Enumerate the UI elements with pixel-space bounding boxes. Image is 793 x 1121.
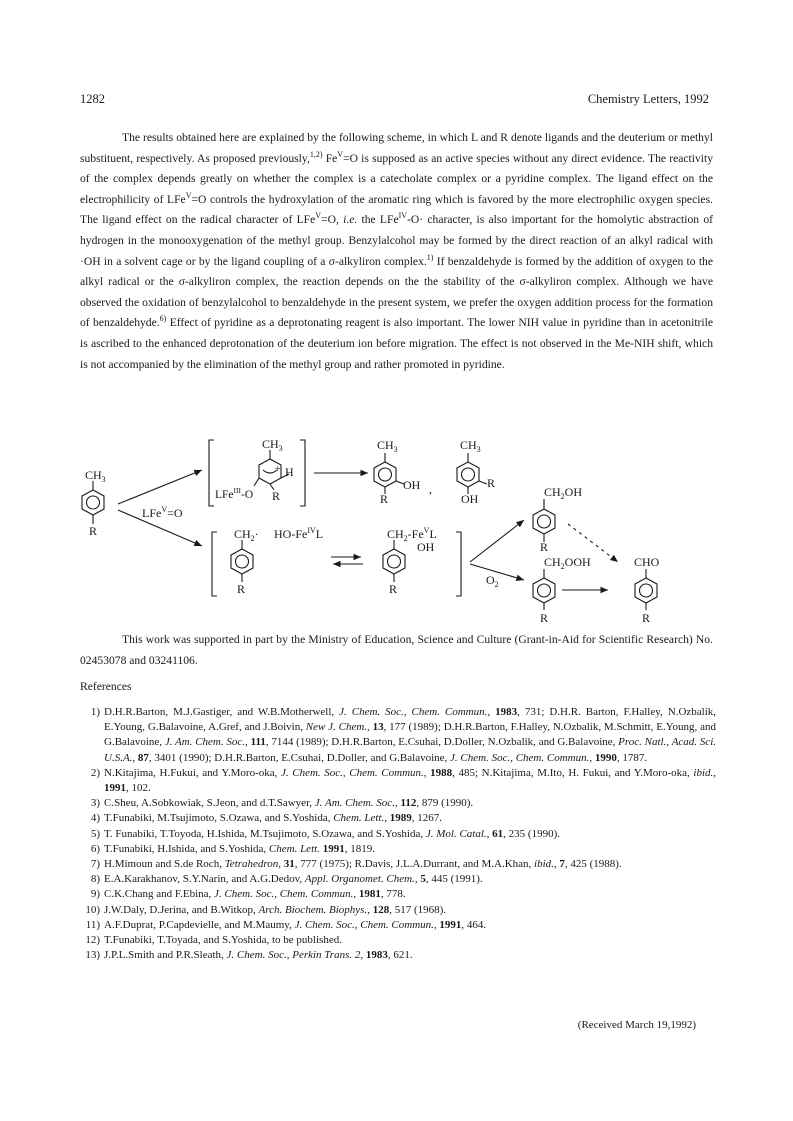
bracket-radical (212, 532, 217, 596)
text-run: i.e. (343, 213, 358, 227)
label-r: R (487, 476, 496, 490)
reagent-label: LFe$^V$=O (142, 505, 183, 520)
label-ch2-radical: $CH_2\cdot$ (234, 527, 259, 543)
text-run: =O, (321, 213, 344, 227)
discussion-paragraph (80, 128, 713, 375)
received-date: (Received March 19,1992) (577, 1019, 696, 1031)
reference-item: 6) T.Funabiki, H.Ishida, and S.Yoshida, Chem. Lett. 1991, 1819. (90, 842, 375, 855)
text-run: If benzaldehyde is formed by the addition of oxygen to the alkyl radical or the σ-alkyliron complex, the reaction depends on the the stability of the σ-alkyliron complex. Although we have observed the oxidation of benzylalcohol to benzaldehyde in the present system, we prefer the oxygen addition process for the formation of benzaldehyde. (80, 254, 713, 330)
label-ch3: $CH_3$ (85, 468, 106, 484)
text-run: -O· character, is also important for the homolytic abstraction of hydrogen in the monooxygenation of the methyl group. Benzylalcohol may be formed by the direct reaction of an alkyl radical with ·OH in a solvent cage or by the ligand coupling of a σ-alkyliron complex. (80, 213, 713, 268)
label-ch3: $CH_3$ (262, 437, 283, 453)
page-number: 1282 (80, 92, 105, 106)
benzene-ring-hydroperoxide (533, 578, 555, 603)
benzene-ring-radical (231, 549, 253, 574)
reaction-scheme (78, 432, 718, 628)
label-plus: + (275, 464, 281, 475)
reference-item: 12) T.Funabiki, T.Toyada, and S.Yoshida, to be published. (85, 934, 342, 947)
label-ch3: $CH_3$ (377, 438, 398, 454)
label-r: R (237, 582, 246, 596)
reference-item: 8) E.A.Karakhanov, S.Y.Narin, and A.G.Dedov, Appl. Organomet. Chem., 5, 445 (1991). (90, 873, 483, 886)
reference-item: 11) A.F.Duprat, P.Capdevielle, and M.Maumy, J. Chem. Soc., Chem. Commun., 1991, 464. (85, 918, 487, 931)
oxidation-state: V (185, 190, 192, 200)
benzene-ring-benzylalcohol (533, 509, 555, 534)
running-header: Chemistry Letters, 1992 (587, 92, 709, 106)
reference-item: 7) H.Mimoun and S.de Roch, Tetrahedron, 31, 777 (1975); R.Davis, J.L.A.Durrant, and M.A.Khan, ibid., 7, 425 (1988). (90, 858, 622, 871)
label-r: R (642, 611, 651, 625)
label-comma: , (429, 482, 432, 496)
oxidation-state: V (337, 149, 344, 159)
hofe-label: $HO-Fe^{IV}L$ (274, 526, 324, 541)
alkyliron-label: $CH_2-Fe^VL$ (387, 526, 437, 543)
reference-item: 5) T. Funabiki, T.Toyoda, H.Ishida, M.Tsujimoto, S.Ozawa, and S.Yoshida, J. Mol. Catal., 61, 235 (1990). (90, 827, 560, 840)
label-r: R (540, 611, 549, 625)
text-run: =O is supposed as an active species without any direct evidence. The reactivity of the complex depends greatly on whether the complex is a catecholate complex or a pyridine complex. The ligand effect on the electrophilicity of LFe (80, 151, 713, 206)
benzene-ring-alkyliron (383, 549, 405, 574)
reference-item: 3) C.Sheu, A.Sobkowiak, S.Jeon, and d.T.Sawyer, J. Am. Chem. Soc., 112, 879 (1990). (90, 797, 474, 810)
oxidation-state: IV (398, 211, 408, 221)
label-r: R (89, 524, 98, 538)
label-oh: OH (417, 540, 435, 554)
fe3-label: LFe$^{III}$-O (215, 486, 254, 501)
text-run: The results obtained here are explained by the following scheme, in which L and R denote ligands and the deuterium or methyl substituent, respectively. As proposed previously, (80, 131, 713, 165)
reference-item: 9) C.K.Chang and F.Ebina, J. Chem. Soc., Chem. Commun., 1981, 778. (90, 888, 406, 901)
citation-ref: 1) (426, 252, 434, 262)
benzene-ring-start (82, 490, 104, 515)
o2-label: $O_2$ (486, 573, 499, 589)
benzene-ring-phenol-1 (374, 462, 396, 487)
label-r: R (389, 582, 398, 596)
benzaldehyde-label: CHO (634, 555, 660, 569)
label-oh: OH (403, 478, 421, 492)
citation-ref: 1,2) (309, 149, 323, 159)
citation-ref: 6) (159, 314, 167, 324)
text-run: Effect of pyridine as a deprotonating reagent is also important. The lower NIH value in pyridine than in acetonitrile is ascribed to the enhanced deprotonation of the deuterium ion before migration. The effect is not observed in the Me-NIH shift, which is not accompanied by the elimination of the methyl group and rather promoted in pyridine. (80, 316, 713, 371)
body-paragraph (80, 128, 713, 375)
bracket-intermediate (209, 440, 214, 506)
acknowledgement (80, 630, 713, 671)
hydroperoxide-label: $CH_2OOH$ (544, 555, 591, 571)
text-run: Fe (322, 151, 338, 165)
reference-item: 10) J.W.Daly, D.Jerina, and B.Witkop, Arch. Biochem. Biophys., 128, 517 (1968). (85, 903, 447, 916)
text-run: =O controls the hydroxylation of the aromatic ring which is favored by the more electrophilic oxygen species. The ligand effect on the radical character of LFe (80, 192, 713, 227)
reference-item: 1) D.H.R.Barton, M.J.Gastiger, and W.B.Motherwell, J. Chem. Soc., Chem. Commun., 1983, 731; D.H.R. Barton, F.Halley, N.Ozbalik, E.Young, G.Balavoine, A.Gref, and J.Boivin, New J. Chem., 13, 177 (1989); D.H.R.Barton, F.Halley, N.Ozbalik, M.Schmitt, E.Young, and G.Balavoine, J. Am. Chem. Soc., 111, 7144 (1989); D.H.R.Barton, E.Csuhai, D.Doller, N.Ozbalik, and G.Balavoine, Proc. Natl., Acad. Sci. U.S.A., 87, 3401 (1990); D.H.R.Barton, E.Csuhai, D.Doller, and G.Balavoine, J. Chem. Soc., Chem. Commun., 1990, 1787. (90, 706, 717, 764)
benzene-ring-benzaldehyde (635, 578, 657, 603)
label-r: R (540, 540, 549, 554)
label-ch3: $CH_3$ (460, 438, 481, 454)
label-oh: OH (461, 492, 479, 506)
label-r: R (380, 492, 389, 506)
label-h: H (285, 465, 294, 479)
text-run: the LFe (357, 213, 399, 227)
benzene-ring-phenol-2 (457, 462, 479, 487)
reference-list (80, 705, 716, 963)
oxidation-state: V (315, 211, 322, 221)
reference-item: 2) N.Kitajima, H.Fukui, and Y.Moro-oka, J. Chem. Soc., Chem. Commun., 1988, 485; N.Kitajima, M.Ito, H. Fukui, and Y.Moro-oka, ibid., 1991, 102. (90, 766, 717, 795)
references-heading: References (80, 680, 132, 693)
acknowledgement-text: This work was supported in part by the Ministry of Education, Science and Culture (Grant-in-Aid for Scientific Research) No. 02453078 and 03241106. (80, 633, 713, 667)
benzylalcohol-label: $CH_2OH$ (544, 485, 583, 501)
reference-item: 13) J.P.L.Smith and P.R.Sleath, J. Chem. Soc., Perkin Trans. 2, 1983, 621. (85, 949, 413, 962)
reference-item: 4) T.Funabiki, M.Tsujimoto, S.Ozawa, and S.Yoshida, Chem. Lett., 1989, 1267. (90, 812, 442, 825)
label-r: R (272, 489, 281, 503)
